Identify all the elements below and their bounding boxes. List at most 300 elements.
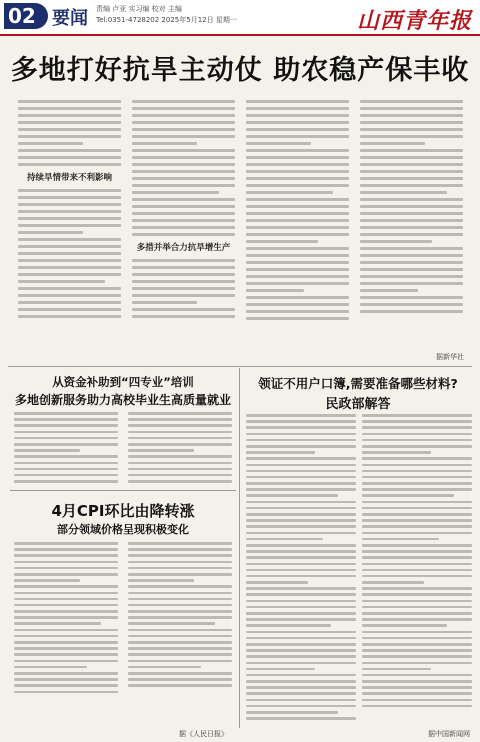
text-line	[362, 600, 472, 603]
text-line	[246, 114, 349, 117]
text-line	[18, 287, 121, 290]
text-line	[246, 569, 356, 572]
text-line	[132, 226, 235, 229]
text-line	[246, 488, 356, 491]
text-line	[362, 643, 472, 646]
text-line	[246, 631, 356, 634]
text-line	[362, 420, 472, 423]
divider	[8, 366, 472, 367]
text-line	[14, 604, 118, 607]
text-line	[132, 273, 235, 276]
text-line	[246, 135, 349, 138]
text-line	[246, 668, 315, 671]
article-headline-marriage: 领证不用户口簿,需要准备哪些材料?	[258, 376, 458, 391]
text-line	[246, 457, 356, 460]
text-line	[14, 622, 101, 625]
lead-body	[18, 100, 464, 350]
text-line	[360, 233, 463, 236]
editor-line: 责编 卢亚 实习编 校对 主编	[96, 5, 182, 13]
text-line	[246, 593, 356, 596]
text-line	[18, 273, 121, 276]
text-line	[14, 691, 118, 694]
text-line	[360, 282, 463, 285]
article-source-cpi: 据《人民日报》	[179, 730, 228, 738]
text-line	[128, 585, 232, 588]
text-line	[362, 563, 472, 566]
text-line	[18, 266, 121, 269]
text-line	[18, 231, 83, 234]
lead-column-1	[18, 100, 121, 350]
text-line	[14, 462, 118, 465]
text-line	[362, 414, 472, 417]
text-line	[14, 660, 118, 663]
text-line	[362, 649, 472, 652]
text-line	[360, 100, 463, 103]
text-line	[246, 254, 349, 257]
text-line	[362, 692, 472, 695]
text-line	[128, 579, 194, 582]
lead-headline: 多地打好抗旱主动仗 助农稳产保丰收	[10, 55, 470, 86]
text-line	[362, 699, 472, 702]
lead-subhead-1: 持续旱情带来不利影响	[26, 173, 112, 183]
text-line	[18, 128, 121, 131]
text-line	[246, 177, 349, 180]
article-body-graduates-col1	[14, 412, 118, 486]
lead-column-2	[132, 100, 235, 350]
text-line	[14, 561, 118, 564]
text-line	[246, 219, 349, 222]
text-line	[246, 268, 349, 271]
text-line	[246, 275, 349, 278]
article-headline-cpi: 4月CPI环比由降转涨	[51, 502, 195, 520]
text-line	[14, 437, 118, 440]
text-line	[18, 163, 121, 166]
text-line	[362, 538, 439, 541]
lead-subhead-2: 多措并举合力抗旱增生产	[136, 243, 231, 253]
text-line	[246, 587, 356, 590]
text-line	[246, 662, 356, 665]
text-line	[246, 556, 356, 559]
text-line	[362, 482, 472, 485]
text-line	[132, 301, 197, 304]
text-line	[246, 100, 349, 103]
lead-column-3	[246, 100, 349, 350]
text-line	[362, 476, 472, 479]
text-line	[14, 666, 87, 669]
text-line	[246, 296, 349, 299]
text-line	[360, 247, 463, 250]
text-line	[132, 114, 235, 117]
text-line	[128, 678, 232, 681]
text-line	[246, 226, 349, 229]
text-line	[128, 573, 232, 576]
text-line	[246, 606, 356, 609]
text-line	[246, 240, 318, 243]
text-line	[128, 424, 232, 427]
text-line	[360, 254, 463, 257]
text-line	[362, 686, 472, 689]
text-line	[362, 513, 472, 516]
text-line	[360, 296, 463, 299]
text-line	[246, 705, 356, 708]
text-line	[246, 525, 356, 528]
text-line	[246, 261, 349, 264]
text-line	[246, 142, 311, 145]
article-body-graduates-col2	[128, 412, 232, 486]
text-line	[128, 684, 232, 687]
text-line	[246, 649, 356, 652]
text-line	[360, 205, 463, 208]
text-line	[360, 107, 463, 110]
text-line	[128, 561, 232, 564]
text-line	[128, 462, 232, 465]
text-line	[246, 643, 356, 646]
text-line	[362, 624, 447, 627]
text-line	[14, 567, 118, 570]
text-line	[128, 622, 215, 625]
text-line	[128, 449, 194, 452]
text-line	[128, 604, 232, 607]
text-line	[14, 480, 118, 483]
text-line	[18, 107, 121, 110]
text-line	[14, 616, 118, 619]
text-line	[132, 233, 235, 236]
text-line	[246, 426, 356, 429]
text-line	[14, 585, 118, 588]
text-line	[362, 680, 472, 683]
text-line	[360, 226, 463, 229]
text-line	[18, 135, 121, 138]
text-line	[246, 451, 315, 454]
text-line	[362, 488, 472, 491]
text-line	[14, 455, 118, 458]
text-line	[362, 445, 472, 448]
text-line	[128, 480, 232, 483]
text-line	[18, 252, 121, 255]
text-line	[362, 655, 472, 658]
text-line	[128, 672, 232, 675]
text-line	[360, 177, 463, 180]
text-line	[362, 612, 472, 615]
masthead	[0, 0, 480, 36]
text-line	[132, 266, 235, 269]
text-line	[360, 142, 425, 145]
text-line	[132, 135, 235, 138]
newspaper-logo: 山西青年报	[356, 8, 472, 34]
text-line	[362, 433, 472, 436]
text-line	[246, 513, 356, 516]
text-line	[14, 418, 118, 421]
text-line	[360, 128, 463, 131]
text-line	[246, 563, 356, 566]
text-line	[132, 177, 235, 180]
text-line	[14, 684, 118, 687]
text-line	[18, 217, 121, 220]
text-line	[360, 212, 463, 215]
text-line	[246, 439, 356, 442]
text-line	[128, 567, 232, 570]
article-body-cpi-col1	[14, 542, 118, 697]
text-line	[132, 149, 235, 152]
text-line	[18, 142, 83, 145]
text-line	[132, 191, 219, 194]
text-line	[128, 647, 232, 650]
text-line	[360, 135, 463, 138]
text-line	[360, 303, 463, 306]
text-line	[128, 474, 232, 477]
text-line	[246, 686, 356, 689]
text-line	[246, 170, 349, 173]
text-line	[128, 641, 232, 644]
text-line	[246, 699, 356, 702]
text-line	[14, 629, 118, 632]
text-line	[246, 581, 308, 584]
text-line	[14, 548, 118, 551]
column-divider	[239, 368, 240, 728]
date-line: Tel:0351-4728202 2025年5月12日 星期一	[96, 16, 237, 24]
text-line	[246, 212, 349, 215]
text-line	[360, 163, 463, 166]
text-line	[14, 474, 118, 477]
text-line	[246, 149, 349, 152]
text-line	[362, 439, 472, 442]
text-line	[246, 445, 356, 448]
text-line	[246, 128, 349, 131]
text-line	[18, 245, 121, 248]
text-line	[246, 420, 356, 423]
text-line	[246, 156, 349, 159]
text-line	[128, 616, 232, 619]
text-line	[246, 692, 356, 695]
article-subheadline-cpi: 部分领域价格呈现积极变化	[57, 523, 189, 536]
text-line	[132, 163, 235, 166]
text-line	[246, 476, 356, 479]
text-line	[362, 705, 472, 708]
text-line	[362, 464, 472, 467]
text-line	[132, 198, 235, 201]
text-line	[246, 717, 356, 720]
text-line	[246, 303, 349, 306]
text-line	[14, 579, 80, 582]
text-line	[362, 587, 472, 590]
article-subheadline-graduates: 多地创新服务助力高校毕业生高质量就业	[14, 393, 231, 407]
text-line	[246, 247, 349, 250]
text-line	[14, 449, 80, 452]
text-line	[362, 550, 472, 553]
text-line	[362, 451, 431, 454]
text-line	[18, 149, 121, 152]
text-line	[132, 259, 235, 262]
text-line	[128, 548, 232, 551]
text-line	[128, 437, 232, 440]
text-line	[18, 259, 121, 262]
text-line	[246, 575, 356, 578]
text-line	[246, 501, 356, 504]
text-line	[360, 121, 463, 124]
text-line	[362, 674, 472, 677]
lead-column-4	[360, 100, 463, 350]
text-line	[360, 219, 463, 222]
text-line	[128, 598, 232, 601]
text-line	[246, 107, 349, 110]
text-line	[362, 668, 431, 671]
text-line	[18, 301, 121, 304]
section-name: 要闻	[52, 8, 88, 29]
text-line	[128, 653, 232, 656]
text-line	[14, 635, 118, 638]
text-line	[132, 100, 235, 103]
text-line	[18, 100, 121, 103]
text-line	[128, 418, 232, 421]
text-line	[360, 156, 463, 159]
text-line	[246, 482, 356, 485]
article-body-marriage-col2	[362, 414, 472, 711]
text-line	[14, 678, 118, 681]
text-line	[18, 114, 121, 117]
text-line	[362, 457, 472, 460]
text-line	[362, 556, 472, 559]
text-line	[362, 525, 472, 528]
text-line	[360, 170, 463, 173]
text-line	[128, 431, 232, 434]
text-line	[246, 464, 356, 467]
text-line	[246, 637, 356, 640]
text-line	[246, 233, 349, 236]
text-line	[362, 532, 472, 535]
text-line	[132, 315, 235, 318]
text-line	[246, 184, 349, 187]
text-line	[132, 280, 235, 283]
text-line	[14, 647, 118, 650]
text-line	[18, 203, 121, 206]
text-line	[362, 637, 472, 640]
text-line	[132, 170, 235, 173]
article-headline-graduates: 从资金补助到“四专业”培训	[52, 375, 194, 389]
lead-byline: 据新华社	[436, 353, 464, 361]
text-line	[246, 317, 349, 320]
text-line	[246, 612, 356, 615]
text-line	[14, 573, 118, 576]
text-line	[360, 268, 463, 271]
text-line	[246, 414, 356, 417]
text-line	[132, 205, 235, 208]
text-line	[14, 610, 118, 613]
text-line	[360, 191, 447, 194]
text-line	[362, 606, 472, 609]
text-line	[246, 191, 333, 194]
text-line	[14, 424, 118, 427]
text-line	[132, 294, 235, 297]
text-line	[246, 289, 304, 292]
text-line	[14, 592, 118, 595]
text-line	[18, 156, 121, 159]
article-body-marriage-col1	[246, 414, 356, 723]
text-line	[246, 519, 356, 522]
text-line	[18, 210, 121, 213]
text-line	[18, 224, 121, 227]
text-line	[246, 538, 323, 541]
text-line	[14, 443, 118, 446]
text-line	[360, 240, 432, 243]
text-line	[18, 315, 121, 318]
text-line	[18, 308, 121, 311]
text-line	[14, 672, 118, 675]
text-line	[132, 107, 235, 110]
text-line	[132, 128, 235, 131]
text-line	[246, 550, 356, 553]
text-line	[128, 468, 232, 471]
text-line	[360, 198, 463, 201]
text-line	[246, 600, 356, 603]
text-line	[360, 310, 463, 313]
text-line	[128, 554, 232, 557]
text-line	[246, 433, 356, 436]
text-line	[362, 426, 472, 429]
text-line	[360, 184, 463, 187]
text-line	[128, 635, 232, 638]
text-line	[246, 310, 349, 313]
text-line	[246, 507, 356, 510]
text-line	[128, 542, 232, 545]
text-line	[360, 114, 463, 117]
text-line	[246, 282, 349, 285]
text-line	[362, 507, 472, 510]
text-line	[246, 470, 356, 473]
text-line	[18, 189, 121, 192]
text-line	[128, 610, 232, 613]
text-line	[18, 280, 105, 283]
text-line	[362, 631, 472, 634]
text-line	[246, 163, 349, 166]
article-source-marriage: 据中国新闻网	[428, 730, 470, 738]
text-line	[132, 121, 235, 124]
text-line	[128, 660, 232, 663]
text-line	[362, 575, 472, 578]
text-line	[246, 711, 338, 714]
text-line	[362, 519, 472, 522]
text-line	[360, 275, 463, 278]
text-line	[132, 184, 235, 187]
text-line	[18, 196, 121, 199]
text-line	[128, 443, 232, 446]
text-line	[18, 294, 121, 297]
text-line	[128, 412, 232, 415]
text-line	[246, 544, 356, 547]
text-line	[132, 212, 235, 215]
text-line	[246, 680, 356, 683]
page-number: 02	[4, 3, 48, 29]
text-line	[362, 569, 472, 572]
text-line	[128, 666, 201, 669]
text-line	[360, 149, 463, 152]
text-line	[14, 468, 118, 471]
text-line	[14, 641, 118, 644]
text-line	[128, 629, 232, 632]
article-body-cpi-col2	[128, 542, 232, 691]
article-subheadline-marriage: 民政部解答	[325, 397, 391, 412]
text-line	[132, 156, 235, 159]
text-line	[362, 494, 454, 497]
text-line	[246, 121, 349, 124]
text-line	[246, 674, 356, 677]
text-line	[246, 655, 356, 658]
text-line	[362, 501, 472, 504]
text-line	[246, 198, 349, 201]
divider	[10, 490, 236, 491]
text-line	[246, 618, 356, 621]
text-line	[362, 662, 472, 665]
text-line	[132, 142, 197, 145]
